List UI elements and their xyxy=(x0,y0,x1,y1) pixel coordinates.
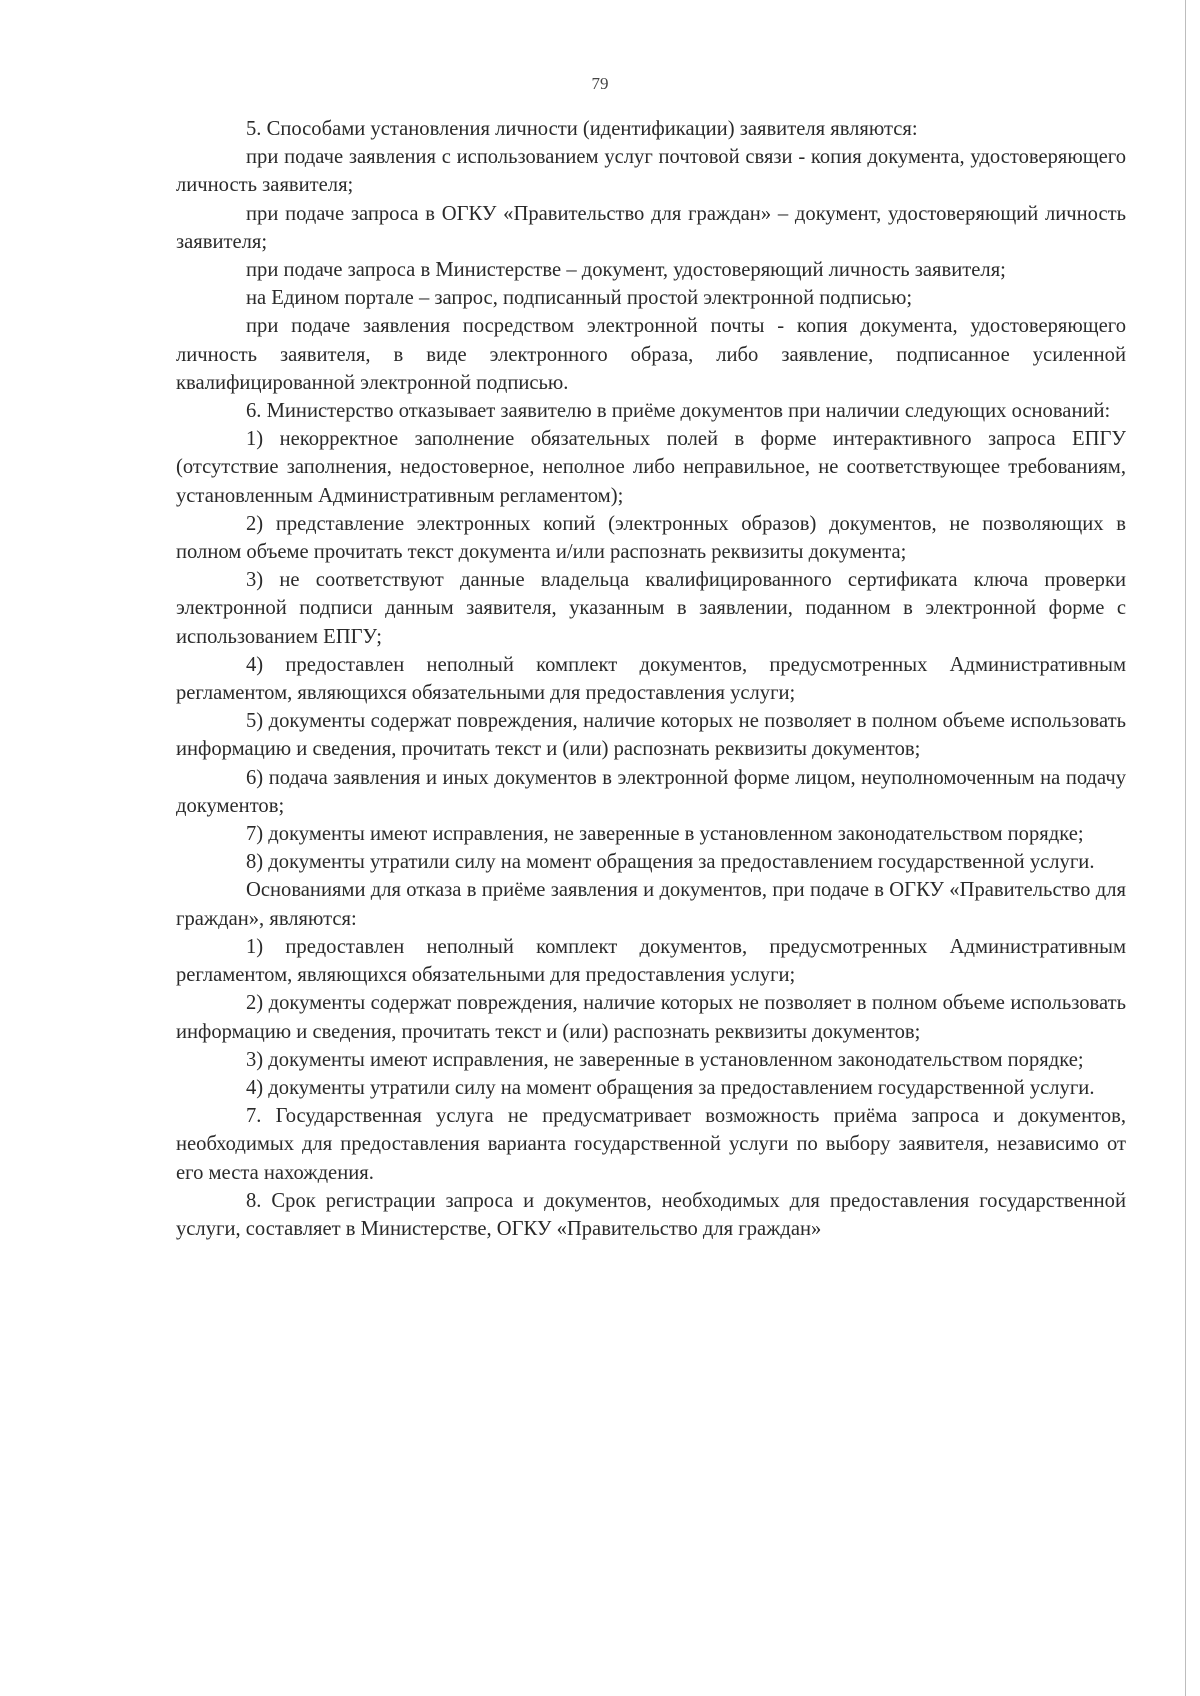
paragraph: 7) документы имеют исправления, не заверенные в установленном законодательством порядке; xyxy=(246,823,1084,846)
paragraph: 1) некорректное заполнение обязательных полей в форме интерактивного запроса ЕПГУ (отсутствие заполнения, недостоверное, неполное либо неправильное, не соответствующее требованиям, установленным Административным регламентом); xyxy=(176,428,1126,507)
paragraph: 5) документы содержат повреждения, наличие которых не позволяет в полном объеме использовать информацию и сведения, прочитать текст и (или) распознать реквизиты документов; xyxy=(176,710,1126,761)
paragraph: 3) документы имеют исправления, не заверенные в установленном законодательством порядке; xyxy=(246,1048,1084,1071)
paragraph: 8. Срок регистрации запроса и документов, необходимых для предоставления государственной услуги, составляет в Министерстве, ОГКУ «Правительство для граждан» xyxy=(176,1189,1126,1240)
paragraph: на Едином портале – запрос, подписанный простой электронной подписью; xyxy=(246,287,913,310)
paragraph: 7. Государственная услуга не предусматривает возможность приёма запроса и документов, необходимых для предоставления варианта государственной услуги по выбору заявителя, независимо от его места нахождения. xyxy=(176,1105,1126,1184)
paragraph: 5. Способами установления личности (идентификации) заявителя являются: xyxy=(246,118,918,140)
paragraph: Основаниями для отказа в приёме заявления и документов, при подаче в ОГКУ «Правительство для граждан», являются: xyxy=(176,879,1126,930)
paragraph: 8) документы утратили силу на момент обращения за предоставлением государственной услуги. xyxy=(246,851,1095,874)
paragraph: при подаче заявления посредством электронной почты - копия документа, удостоверяющего личность заявителя, в виде электронного образа, либо заявление, подписанное усиленной квалифицированной электронной подписью. xyxy=(176,315,1126,394)
page-number: 79 xyxy=(591,74,609,93)
paragraph: 4) предоставлен неполный комплект документов, предусмотренных Административным регламентом, являющихся обязательными для предоставления услуги; xyxy=(176,653,1126,705)
paragraph: 6. Министерство отказывает заявителю в приёме документов при наличии следующих оснований: xyxy=(246,400,1111,423)
paragraph: при подаче запроса в Министерстве – документ, удостоверяющий личность заявителя; xyxy=(246,259,1006,282)
document-body xyxy=(176,115,1126,1243)
page-edge-line xyxy=(1185,0,1186,1696)
paragraph: 4) документы утратили силу на момент обращения за предоставлением государственной услуги. xyxy=(246,1076,1095,1099)
paragraph: 1) предоставлен неполный комплект документов, предусмотренных Административным регламентом, являющихся обязательными для предоставления услуги; xyxy=(176,935,1126,987)
paragraph: 6) подача заявления и иных документов в электронной форме лицом, неуполномоченным на подачу документов; xyxy=(176,766,1126,817)
paragraph: при подаче заявления с использованием услуг почтовой связи - копия документа, удостоверяющего личность заявителя; xyxy=(176,146,1126,197)
paragraph: 3) не соответствуют данные владельца квалифицированного сертификата ключа проверки электронной подписи данным заявителя, указанным в заявлении, поданном в электронной форме с использованием ЕПГУ; xyxy=(176,569,1126,648)
paragraph: при подаче запроса в ОГКУ «Правительство для граждан» – документ, удостоверяющий личность заявителя; xyxy=(176,202,1126,253)
paragraph: 2) документы содержат повреждения, наличие которых не позволяет в полном объеме использовать информацию и сведения, прочитать текст и (или) распознать реквизиты документов; xyxy=(176,992,1126,1043)
paragraph: 2) представление электронных копий (электронных образов) документов, не позволяющих в полном объеме прочитать текст документа и/или распознать реквизиты документа; xyxy=(176,512,1126,564)
